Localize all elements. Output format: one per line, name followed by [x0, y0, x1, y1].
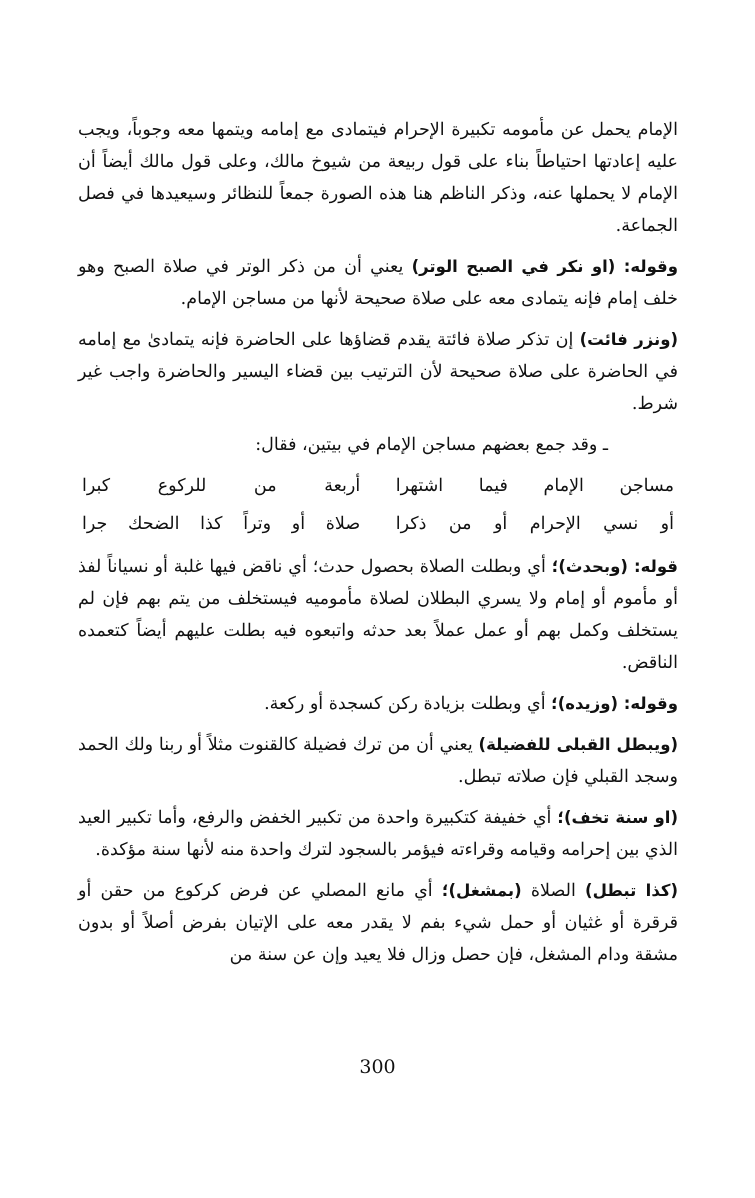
- paragraph-4: [78, 551, 678, 679]
- paragraph-2-text: يعني أن من ذكر الوتر في صلاة الصبح وهو خلف إمام فإنه يتمادى معه على صلاة صحيحة لأنها من مساجن الإمام.: [78, 257, 678, 309]
- poem-intro: ـ وقد جمع بعضهم مساجن الإمام في بيتين، فقال:: [255, 435, 608, 455]
- paragraph-8-text-2: أي مانع المصلي عن فرض كركوع من حقن أو قرقرة أو غثيان أو حمل شيء بفم لا يقدر معه على الإتيان بفرض أصلاً أو بدون مشقة ودام المشغل، فإن حصل وزال فلا يعيد وإن عن سنة من: [78, 881, 678, 965]
- paragraph-6: [78, 729, 678, 793]
- poem-line-2-first-hemistich: أو نسي الإحرام أو من ذكرا: [395, 514, 674, 534]
- paragraph-4-text: أي وبطلت الصلاة بحصول حدث؛ أي ناقض فيها غلبة أو نسياناً لفذ أو مأموم أو إمام ولا يسري البطلان لصلاة مأموميه فيستخلف من يتم بهم فإن لم يستخلف وكمل بهم أو عمل عملاً بعد حدثه واتبعوه فيه بطلت عليهم أيضاً كتعمده الناقض.: [78, 557, 678, 673]
- paragraph-5-lead: وقوله: (وزيده)؛: [551, 694, 678, 713]
- poem-line-2: [78, 505, 678, 543]
- paragraph-7-lead: (او سنة تخف)؛: [557, 808, 678, 827]
- body-text: [78, 114, 678, 982]
- paragraph-3: [78, 324, 678, 420]
- poem-line-2-second-hemistich: صلاة أو وتراً كذا الضحك جرا: [82, 514, 361, 534]
- paragraph-8-lead-2: (بمشغل)؛: [441, 881, 522, 900]
- paragraph-5-text: أي وبطلت بزيادة ركن كسجدة أو ركعة.: [264, 694, 552, 714]
- paragraph-1: [78, 114, 678, 242]
- paragraph-7-text: أي خفيفة كتكبيرة واحدة من تكبير الخفض والرفع، وأما تكبير العيد الذي بين إحرامه وقيامه وقراءته فيؤمر بالسجود لترك واحدة منه لأنها سنة مؤكدة.: [78, 808, 678, 860]
- paragraph-6-lead: (ويبطل القبلى للفضيلة): [478, 735, 678, 754]
- paragraph-2: [78, 251, 678, 315]
- page-number: 300: [359, 1056, 396, 1078]
- paragraph-2-lead: وقوله: (او نكر في الصبح الوتر): [411, 257, 678, 276]
- paragraph-4-lead: قوله: (وبحدث)؛: [551, 557, 678, 576]
- poem-line-1-first-hemistich: مساجن الإمام فيما اشتهرا: [395, 476, 674, 496]
- paragraph-8: [78, 875, 678, 971]
- poem: [78, 467, 678, 543]
- paragraph-8-lead: (كذا تبطل): [585, 881, 679, 900]
- paragraph-3-text: إن تذكر صلاة فائتة يقدم قضاؤها على الحاضرة فإنه يتمادىٰ مع إمامه في الحاضرة على صلاة صحيحة لأن الترتيب بين قضاء اليسير والحاضرة واجب غير شرط.: [78, 330, 678, 414]
- paragraph-8-text: الصلاة: [521, 881, 586, 901]
- paragraph-7: [78, 802, 678, 866]
- paragraph-6-text: يعني أن من ترك فضيلة كالقنوت مثلاً أو ربنا ولك الحمد وسجد القبلي فإن صلاته تبطل.: [78, 735, 678, 787]
- poem-line-1: [78, 467, 678, 505]
- paragraph-1-text: الإمام يحمل عن مأمومه تكبيرة الإحرام فيتمادى مع إمامه ويتمها معه وجوباً، ويجب عليه إعادتها احتياطاً بناء على قول ربيعة من شيوخ مالك، وعلى قول مالك أيضاً أن الإمام لا يحملها عنه، وذكر الناظم هنا هذه الصورة جمعاً للنظائر وسيعيدها في فصل الجماعة.: [78, 120, 678, 236]
- poem-line-1-second-hemistich: أربعة من للركوع كبرا: [82, 476, 361, 496]
- paragraph-3-lead: (ونزر فائت): [579, 330, 678, 349]
- paragraph-5: [78, 688, 678, 720]
